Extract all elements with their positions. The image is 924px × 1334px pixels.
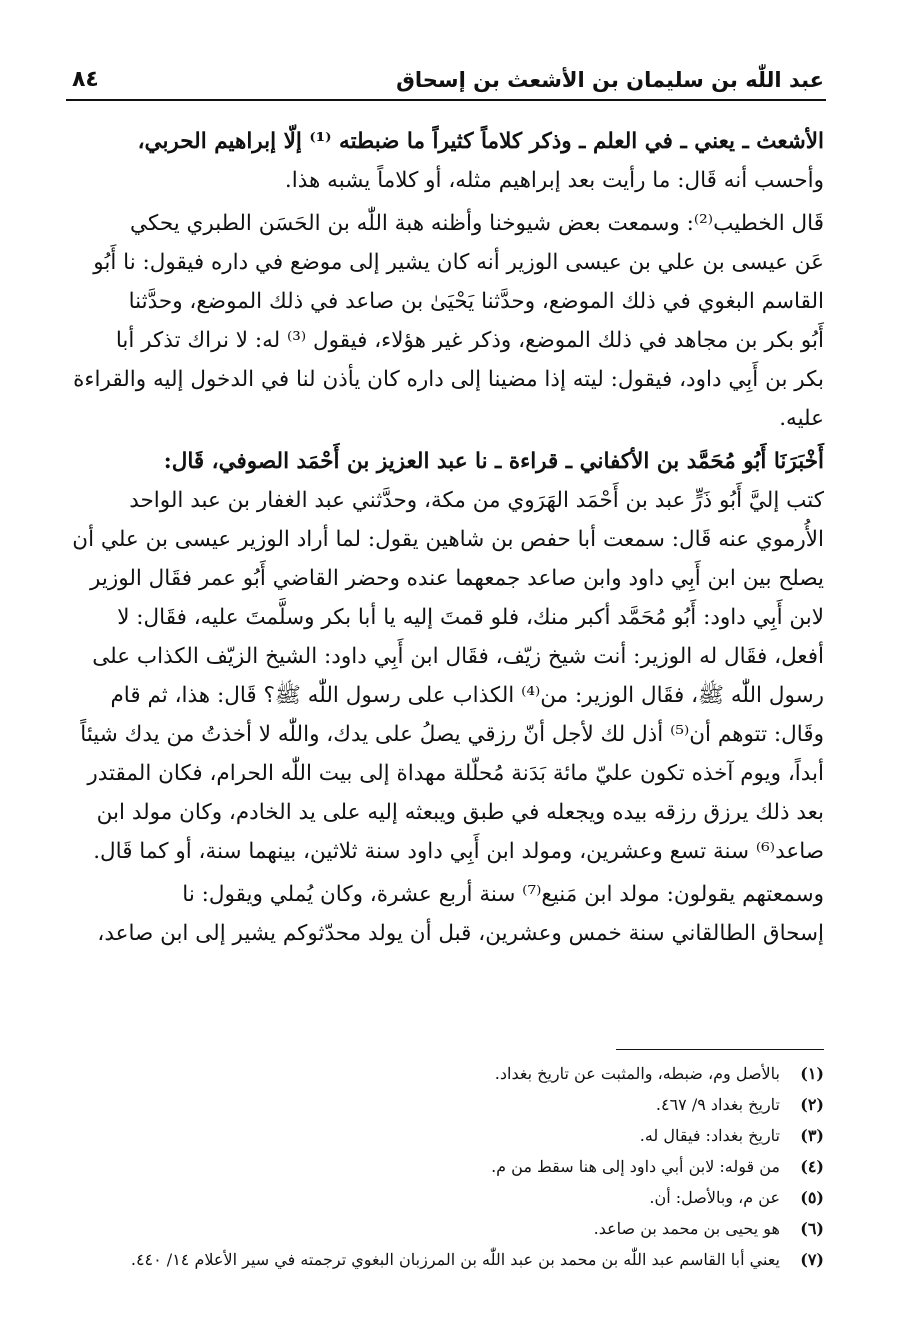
running-header-title: عبد اللّٰه بن سليمان بن الأشعث بن إسحاق bbox=[396, 68, 824, 92]
running-header bbox=[66, 60, 824, 100]
text-line: الأُرموي عنه قَال: سمعت أبا حفص بن شاهين يقول: لما أراد الوزير عيسى بن علي أن bbox=[72, 527, 824, 552]
main-text bbox=[66, 122, 824, 953]
footnote bbox=[66, 1213, 824, 1244]
footnote-text: بالأصل وم، ضبطه، والمثبت عن تاريخ بغداد. bbox=[494, 1064, 780, 1083]
text-line: الأشعث ـ يعني ـ في العلم ـ وذكر كلاماً كثيراً ما ضبطته ⁽¹⁾ إلّا إبراهيم الحربي، bbox=[137, 129, 824, 154]
text-line: أفعل، فقَال له الوزير: أنت شيخ زيّف، فقَال ابن أَبِي داود: الشيخ الزيّف الكذاب على bbox=[92, 644, 824, 669]
text-line: أَبُو بكر بن مجاهد في ذلك الموضع، وذكر غير هؤلاء، فيقول ⁽³⁾ له: لا نراك تذكر أبا bbox=[115, 328, 824, 353]
footnote-text: تاريخ بغداد: فيقال له. bbox=[639, 1126, 780, 1145]
text-line: وقَال: تتوهم أن⁽⁵⁾ أذل لك لأجل أنّ رزقي يصلُ على يدك، واللّٰه لا أخذتُ من يدك شيئاً bbox=[80, 722, 824, 747]
footnotes bbox=[66, 1058, 824, 1275]
footnote-number: (٤) bbox=[800, 1157, 824, 1176]
page-number: ٨٤ bbox=[72, 67, 99, 92]
text-line: أبداً، ويوم آخذه تكون عليّ مائة بَدَنة مُحلّلة مهداة إلى بيت اللّٰه الحرام، فكان المقتدر bbox=[87, 761, 824, 786]
header-divider bbox=[66, 99, 826, 101]
footnote-text: هو يحيى بن محمد بن صاعد. bbox=[593, 1219, 780, 1238]
footnote bbox=[66, 1089, 824, 1120]
footnote-number: (٣) bbox=[800, 1126, 824, 1145]
footnote bbox=[66, 1244, 824, 1275]
footnote-text: من قوله: لابن أبي داود إلى هنا سقط من م. bbox=[491, 1157, 780, 1176]
text-line: قَال الخطيب⁽²⁾: وسمعت بعض شيوخنا وأظنه هبة اللّٰه بن الحَسَن الطبري يحكي bbox=[130, 211, 824, 236]
footnote-number: (٥) bbox=[800, 1188, 824, 1207]
text-line: رسول اللّٰه ﷺ، فقَال الوزير: من⁽⁴⁾ الكذاب على رسول اللّٰه ﷺ؟ قَال: هذا، ثم قام bbox=[110, 683, 824, 708]
footnote bbox=[66, 1151, 824, 1182]
footnote bbox=[66, 1182, 824, 1213]
text-line: أَخْبَرَنَا أَبُو مُحَمَّد بن الأكفاني ـ قراءة ـ نا عبد العزيز بن أَحْمَد الصوفي، قَال: bbox=[163, 449, 824, 474]
footnote bbox=[66, 1058, 824, 1089]
footnote-text: عن م، وبالأصل: أن. bbox=[649, 1188, 780, 1207]
text-line: عليه. bbox=[779, 406, 824, 431]
footnote bbox=[66, 1120, 824, 1151]
footnote-text: تاريخ بغداد ٩/ ٤٦٧. bbox=[655, 1095, 780, 1114]
text-line: وأحسب أنه قَال: ما رأيت بعد إبراهيم مثله، أو كلاماً يشبه هذا. bbox=[284, 168, 824, 193]
footnote-number: (٦) bbox=[800, 1219, 824, 1238]
text-line: صاعد⁽⁶⁾ سنة تسع وعشرين، ومولد ابن أَبِي داود سنة ثلاثين، بينهما سنة، أو كما قَال. bbox=[93, 839, 824, 864]
text-line: إسحاق الطالقاني سنة خمس وعشرين، قبل أن يولد محدّثوكم يشير إلى ابن صاعد، bbox=[97, 921, 824, 946]
footnote-text: يعني أبا القاسم عبد اللّٰه بن محمد بن عبد اللّٰه بن المرزبان البغوي ترجمته في سير الأعلام ١٤/ ٤٤٠. bbox=[130, 1250, 780, 1269]
text-line: القاسم البغوي في ذلك الموضع، وحدَّثنا يَحْيَىٰ بن صاعد في ذلك الموضع، وحدَّثنا bbox=[128, 289, 824, 314]
text-line: يصلح بين ابن أَبِي داود وابن صاعد جمعهما عنده وحضر القاضي أَبُو عمر فقَال الوزير bbox=[89, 566, 824, 591]
text-line: عَن عيسى بن علي بن عيسى الوزير أنه كان يشير إلى موضع في داره فيقول: نا أَبُو bbox=[93, 250, 824, 275]
text-line: لابن أَبِي داود: أَبُو مُحَمَّد أكبر منك، فلو قمتَ إليه يا أبا بكر وسلَّمتَ عليه، فقَال: لا bbox=[117, 605, 824, 630]
text-line: بعد ذلك يرزق رزقه بيده ويجعله في طبق ويبعثه إليه على يد الخادم، وكان مولد ابن bbox=[96, 800, 824, 825]
footnote-number: (٢) bbox=[800, 1095, 824, 1114]
text-line: وسمعتهم يقولون: مولد ابن مَنيع⁽⁷⁾ سنة أربع عشرة، وكان يُملي ويقول: نا bbox=[182, 882, 824, 907]
text-line: بكر بن أَبِي داود، فيقول: ليته إذا مضينا إلى داره كان يأذن لنا في الدخول إليه والقراءة bbox=[73, 367, 824, 392]
footnote-number: (٧) bbox=[800, 1250, 824, 1269]
text-line: كتب إليَّ أَبُو ذَرٍّ عبد بن أَحْمَد الهَرَوي من مكة، وحدَّثني عبد الغفار بن عبد الواحد bbox=[129, 488, 824, 513]
footnote-number: (١) bbox=[800, 1064, 824, 1083]
footnote-divider bbox=[616, 1049, 824, 1050]
